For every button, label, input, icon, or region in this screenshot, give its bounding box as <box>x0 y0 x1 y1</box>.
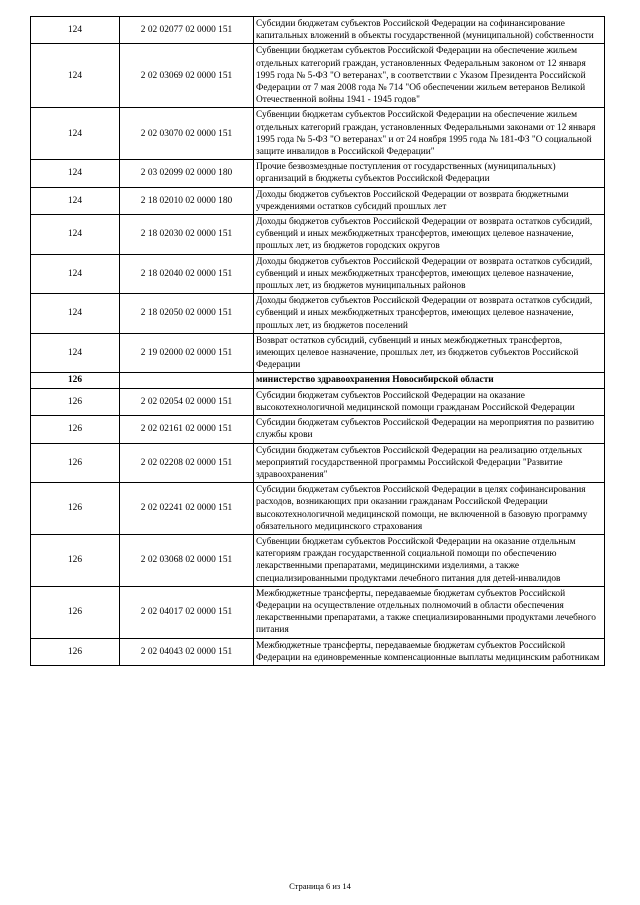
table-row <box>31 586 605 638</box>
description-cell: Субсидии бюджетам субъектов Российской Федерации на оказание высокотехнологичной медицинской помощи гражданам Российской Федерации <box>254 388 605 415</box>
table-row <box>31 534 605 586</box>
description-cell: Субвенции бюджетам субъектов Российской Федерации на обеспечение жильем отдельных категорий граждан, установленных Федеральными законами от 12 января 1995 года № 5-ФЗ "О ветеранах" и от 24 ноября 1995 года № 181-ФЗ "О социальной защите инвалидов в Российской Федерации" <box>254 108 605 160</box>
admin-code-cell: 124 <box>31 160 120 187</box>
table-row <box>31 443 605 483</box>
kbk-code-cell: 2 18 02040 02 0000 151 <box>120 254 254 294</box>
table-row <box>31 483 605 535</box>
admin-code-cell: 124 <box>31 254 120 294</box>
kbk-code-cell <box>120 373 254 388</box>
kbk-code-cell: 2 18 02050 02 0000 151 <box>120 294 254 334</box>
description-cell: Доходы бюджетов субъектов Российской Федерации от возврата бюджетными учреждениями остатков субсидий прошлых лет <box>254 187 605 214</box>
table-row <box>31 17 605 44</box>
admin-code-cell: 124 <box>31 108 120 160</box>
table-row <box>31 215 605 255</box>
table-row <box>31 388 605 415</box>
description-cell: Доходы бюджетов субъектов Российской Федерации от возврата остатков субсидий, субвенций и иных межбюджетных трансфертов, имеющих целевое назначение, прошлых лет, из бюджетов муниципальных районов <box>254 254 605 294</box>
description-cell: Субвенции бюджетам субъектов Российской Федерации на обеспечение жильем отдельных категорий граждан, установленных Федеральным законом от 12 января 1995 года № 5-ФЗ "О ветеранах", в соответствии с Указом Президента Российской Федерации от 7 мая 2008 года № 714 "Об обеспечении жильем ветеранов Великой Отечественной войны 1941 - 1945 годов" <box>254 44 605 108</box>
admin-code-cell: 124 <box>31 294 120 334</box>
kbk-code-cell: 2 02 03070 02 0000 151 <box>120 108 254 160</box>
admin-code-cell: 124 <box>31 187 120 214</box>
kbk-code-cell: 2 02 03068 02 0000 151 <box>120 534 254 586</box>
description-cell: Субсидии бюджетам субъектов Российской Федерации на мероприятия по развитию службы крови <box>254 416 605 443</box>
admin-code-cell: 124 <box>31 44 120 108</box>
table-body <box>31 17 605 666</box>
kbk-code-cell: 2 18 02010 02 0000 180 <box>120 187 254 214</box>
kbk-code-cell: 2 02 02241 02 0000 151 <box>120 483 254 535</box>
admin-code-cell: 124 <box>31 215 120 255</box>
kbk-code-cell: 2 02 02208 02 0000 151 <box>120 443 254 483</box>
description-cell: Возврат остатков субсидий, субвенций и иных межбюджетных трансфертов, имеющих целевое назначение, прошлых лет, из бюджетов субъектов Российской Федерации <box>254 333 605 373</box>
section-header-row <box>31 373 605 388</box>
description-cell: Субсидии бюджетам субъектов Российской Федерации в целях софинансирования расходов, возникающих при оказании гражданам Российской Федерации высокотехнологичной медицинской помощи, не включенной в базовую программу обязательного медицинского страхования <box>254 483 605 535</box>
kbk-code-cell: 2 02 03069 02 0000 151 <box>120 44 254 108</box>
description-cell: Прочие безвозмездные поступления от государственных (муниципальных) организаций в бюджеты субъектов Российской Федерации <box>254 160 605 187</box>
table-row <box>31 416 605 443</box>
table-row <box>31 294 605 334</box>
table-row <box>31 333 605 373</box>
kbk-code-cell: 2 02 04043 02 0000 151 <box>120 638 254 665</box>
admin-code-cell: 126 <box>31 483 120 535</box>
admin-code-cell: 124 <box>31 333 120 373</box>
description-cell: министерство здравоохранения Новосибирской области <box>254 373 605 388</box>
description-cell: Межбюджетные трансферты, передаваемые бюджетам субъектов Российской Федерации на осуществление отдельных полномочий в области обеспечения лекарственными препаратами, а также специализированными продуктами лечебного питания <box>254 586 605 638</box>
kbk-code-cell: 2 03 02099 02 0000 180 <box>120 160 254 187</box>
admin-code-cell: 126 <box>31 443 120 483</box>
kbk-code-cell: 2 02 04017 02 0000 151 <box>120 586 254 638</box>
kbk-code-cell: 2 02 02077 02 0000 151 <box>120 17 254 44</box>
table-row <box>31 160 605 187</box>
admin-code-cell: 124 <box>31 17 120 44</box>
admin-code-cell: 126 <box>31 586 120 638</box>
kbk-code-cell: 2 18 02030 02 0000 151 <box>120 215 254 255</box>
description-cell: Субсидии бюджетам субъектов Российской Федерации на реализацию отдельных мероприятий государственной программы Российской Федерации "Развитие здравоохранения" <box>254 443 605 483</box>
admin-code-cell: 126 <box>31 388 120 415</box>
page-footer: Страница 6 из 14 <box>289 881 351 891</box>
table-row <box>31 44 605 108</box>
revenue-codes-table <box>30 16 605 666</box>
table-row <box>31 638 605 665</box>
description-cell: Субвенции бюджетам субъектов Российской Федерации на оказание отдельным категориям граждан государственной социальной помощи по обеспечению лекарственными препаратами, медицинскими изделиями, а также специализированными продуктами лечебного питания для детей-инвалидов <box>254 534 605 586</box>
description-cell: Субсидии бюджетам субъектов Российской Федерации на софинансирование капитальных вложений в объекты государственной (муниципальной) собственности <box>254 17 605 44</box>
kbk-code-cell: 2 02 02161 02 0000 151 <box>120 416 254 443</box>
description-cell: Доходы бюджетов субъектов Российской Федерации от возврата остатков субсидий, субвенций и иных межбюджетных трансфертов, имеющих целевое назначение, прошлых лет, из бюджетов городских округов <box>254 215 605 255</box>
admin-code-cell: 126 <box>31 416 120 443</box>
kbk-code-cell: 2 02 02054 02 0000 151 <box>120 388 254 415</box>
table-row <box>31 254 605 294</box>
admin-code-cell: 126 <box>31 373 120 388</box>
description-cell: Межбюджетные трансферты, передаваемые бюджетам субъектов Российской Федерации на единовременные компенсационные выплаты медицинским работникам <box>254 638 605 665</box>
admin-code-cell: 126 <box>31 534 120 586</box>
description-cell: Доходы бюджетов субъектов Российской Федерации от возврата остатков субсидий, субвенций и иных межбюджетных трансфертов, имеющих целевое назначение, прошлых лет, из бюджетов поселений <box>254 294 605 334</box>
admin-code-cell: 126 <box>31 638 120 665</box>
kbk-code-cell: 2 19 02000 02 0000 151 <box>120 333 254 373</box>
table-row <box>31 108 605 160</box>
table-row <box>31 187 605 214</box>
